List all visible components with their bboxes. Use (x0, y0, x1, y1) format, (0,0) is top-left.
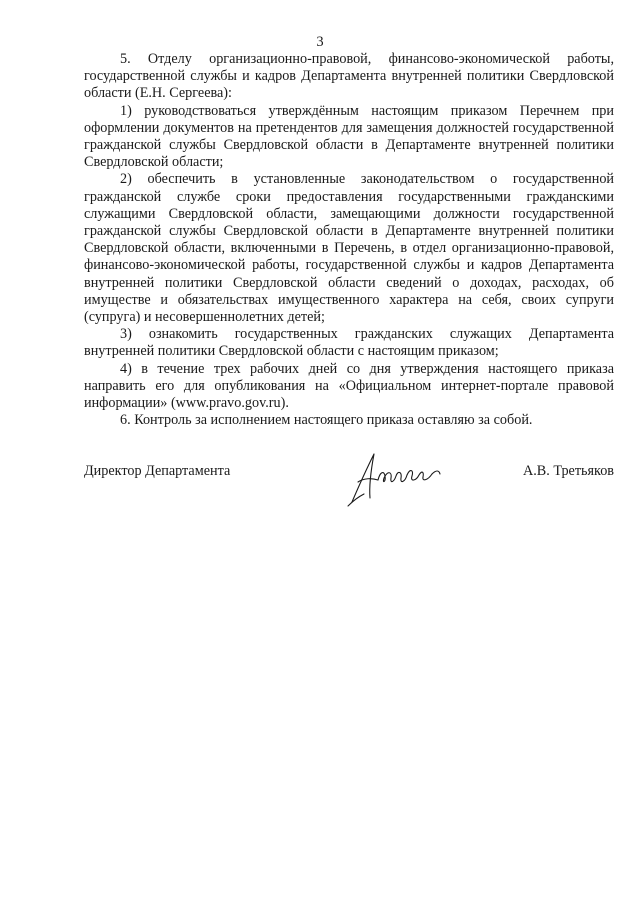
subparagraph-2: 2) обеспечить в установленные законодательством о государственной гражданской службе сроки предоставления государственными гражданскими служащими Свердловской области, замещающими должности государственной гражданской службы Свердловской области в Департаменте внутренней политики Свердловской области, включенными в Перечень, в отдел организационно-правовой, финансово-экономической работы, государственной службы и кадров Департамента внутренней политики Свердловской области сведений о доходах, расходах, об имуществе и обязательствах имущественного характера на себя, своих супруги (супруга) и несовершеннолетних детей; (84, 171, 614, 326)
signatory-name: А.В. Третьяков (522, 463, 614, 479)
page-number: 3 (316, 34, 324, 50)
handwritten-signature (344, 448, 448, 508)
paragraph-item-6: 6. Контроль за исполнением настоящего приказа оставляю за собой. (120, 412, 533, 429)
subparagraph-1: 1) руководствоваться утверждённым настоящим приказом Перечнем при оформлении документов на претендентов для замещения должностей государственной гражданской службы Свердловской области в Департаменте внутренней политики Свердловской области; (84, 102, 614, 171)
signatory-position: Директор Департамента (84, 463, 231, 479)
subparagraph-3: 3) ознакомить государственных гражданских служащих Департамента внутренней политики Свердловской области с настоящим приказом; (84, 326, 614, 360)
document-body (84, 51, 614, 429)
subparagraph-4: 4) в течение трех рабочих дней со дня утверждения настоящего приказа направить его для опубликования на «Официальном интернет-портале правовой информации» (www.pravo.gov.ru). (84, 360, 614, 412)
paragraph-item-5: 5. Отделу организационно-правовой, финансово-экономической работы, государственной службы и кадров Департамента внутренней политики Свердловской области (Е.Н. Сергеева): (84, 51, 614, 102)
